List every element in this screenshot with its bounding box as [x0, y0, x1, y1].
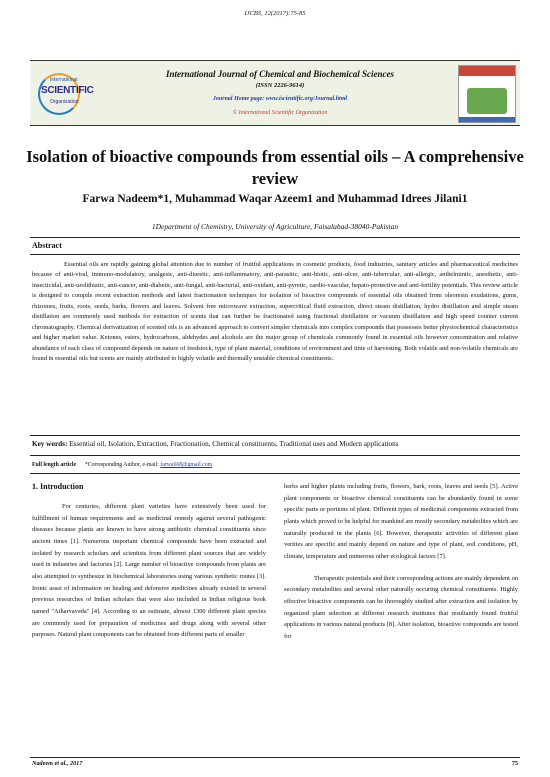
- abstract-text: Essential oils are rapidly gaining global attention due to number of fruitful applications in cosmetic products, food industries, sanitary articles and pharmaceutical medicines because of anti-viral, immuno-modulatory, analgesic, anti-diuretic, anti-inflammatory, anti-parasitic, anti-biotic, anti-ulcer, anti-tubercular, anti-allergic, anthelmintic, anesthetic, anti-insecticidal, anti-urolithiatic, anti-cancer, anti-diabetic, anti-fungal, anti-bacterial, anti-oxidant, anti-pyretic, cardio-vascular, hepato-protective and anti-fertility potentials. This review article is designed to compile recent extraction methods and latest fractionation techniques for isolation of bioactive compounds of essential oils obtained from oleoresin exudations, gums, rhizomes, fruits, roots, seeds, barks, flowers and leaves. Solvent free microwave extraction, supercritical fluid extraction, direct steam distillation, hydro distillation and simple steam distillation are commonly used methods for extraction of scents that can further be fractionated using fractional distillation or vacuum distillation and high speed counter current chromatography. Chemical derivatization of scented oils is an advanced approach to convert simpler chemicals into complex compounds that possesses better physiochemical characteristics and higher market value. Ketones, esters, hydrocarbons, aldehydes and alcohols are the major group of chemicals commonly found in essential oils however concentration and relative abundance of each class of compound depends on nature of feedstock, type of plant material, conditions of environment and time of harvesting. Both volatile and non-volatile chemicals are found in essential oils but scents are mainly attributed to highly volatile and thermally unstable chemical constituents.: [32, 261, 518, 363]
- email-link[interactable]: farwa668@gmail.com: [160, 462, 213, 468]
- journal-copyright: © International Scientific Organization: [232, 110, 328, 116]
- publisher-logo: [36, 69, 102, 115]
- corresponding-author: *Corresponding Author, e-mail:: [84, 462, 159, 468]
- article-meta: [32, 462, 212, 468]
- divider-top: [30, 237, 520, 238]
- divider-footer: [30, 757, 520, 758]
- intro-paragraph-continued: herbs and higher plants including fruits, flowers, bark, roots, leaves and seeds [5]. Active plant components or bioactive chemical constituents can be abundantly found in some specific parts or portions of plant. Different types of medicinal components extracted from plants which proved to be helpful for mankind are mostly secondary metabolites which are naturally produced in the plants [6]. However, therapeutic activities of different plant verities are specific and mainly depend on nature and type of plant, soil conditions, pH, climate, temperature and numerous other ecological factors [7].: [284, 483, 518, 560]
- journal-cover-thumbnail: [458, 65, 516, 123]
- journal-home-link[interactable]: Journal Home page: www.iscientific.org/Journal.html: [212, 96, 348, 102]
- left-column: [32, 501, 266, 641]
- running-header: IJCBS, 12(2017):75-85: [244, 10, 306, 17]
- divider-keywords: [30, 435, 520, 436]
- article-title: Isolation of bioactive compounds from essential oils – A comprehensive review: [26, 147, 524, 188]
- cover-image: [467, 88, 507, 114]
- divider-abstract: [30, 254, 520, 255]
- section-heading-introduction: 1. Introduction: [32, 482, 84, 491]
- journal-banner: [30, 60, 520, 126]
- divider-body: [30, 473, 520, 474]
- journal-issn: (ISSN 2226-9614): [255, 82, 305, 89]
- right-column: [284, 481, 518, 643]
- logo-text-3: Organization: [50, 99, 79, 105]
- author-affiliation: 1Department of Chemistry, University of Agriculture, Faisalabad-38040-Pakistan: [151, 222, 399, 231]
- keywords-label: Key words:: [32, 440, 68, 448]
- article-type: Full length article: [32, 462, 77, 468]
- article-authors: Farwa Nadeem*1, Muhammad Waqar Azeem1 and Muhammad Idrees Jilani1: [82, 193, 468, 205]
- intro-paragraph-2: Therapeutic potentials and their corresponding actions are mainly dependent on secondary metabolites and several other naturally occuring chemical constituents. Highly effective bioactive components can be thoroughly studied after extraction and isolation by organized plant selection at different research institutes that resultantly found fruitful applications in various natural products [8]. After isolation, bioactive compounds are tested for: [284, 574, 518, 640]
- divider-meta: [30, 455, 520, 456]
- cover-footer: [459, 117, 515, 122]
- logo-text-2: SCIENTIFIC: [41, 85, 94, 96]
- footer-citation: Nadeem et al., 2017: [32, 760, 83, 767]
- intro-paragraph-1: For centuries, different plant varieties have extensively been used for fulfillment of human requirements and as medicinal remedy against several pathogenic diseases because plants are known to have strong antibiotic chemical constituents since ancient times [1]. Numerous important chemical compounds have been extracted and isolated by research scholars and scientists from different plant sources that are widely used in industries and factories [2]. Large number of bioactive compounds from plants are also attempted to synthesize in biochemical laboratories using various synthetic routes [3]. Ironic asset of information on healing and defensive medicines already existed in several previous researches of Indian scholars that were also included in Indian religious book named "Atharvaveda" [4]. According to an estimate, almost 1300 different plant species are commonly used for preparation of medicines and drugs along with several other purposes. Natural plant components can be obtained from different parts of smaller: [32, 503, 266, 639]
- cover-band: [459, 66, 515, 76]
- keywords-text: Essential oil, Isolation, Extraction, Fractionation, Chemical constituents, Traditional uses and Modern applications: [69, 440, 399, 448]
- logo-text-1: International: [50, 77, 78, 83]
- abstract-heading: Abstract: [32, 241, 62, 250]
- page-number: 75: [511, 760, 518, 767]
- keywords-line: [32, 440, 522, 448]
- journal-title: International Journal of Chemical and Biochemical Sciences: [165, 69, 395, 79]
